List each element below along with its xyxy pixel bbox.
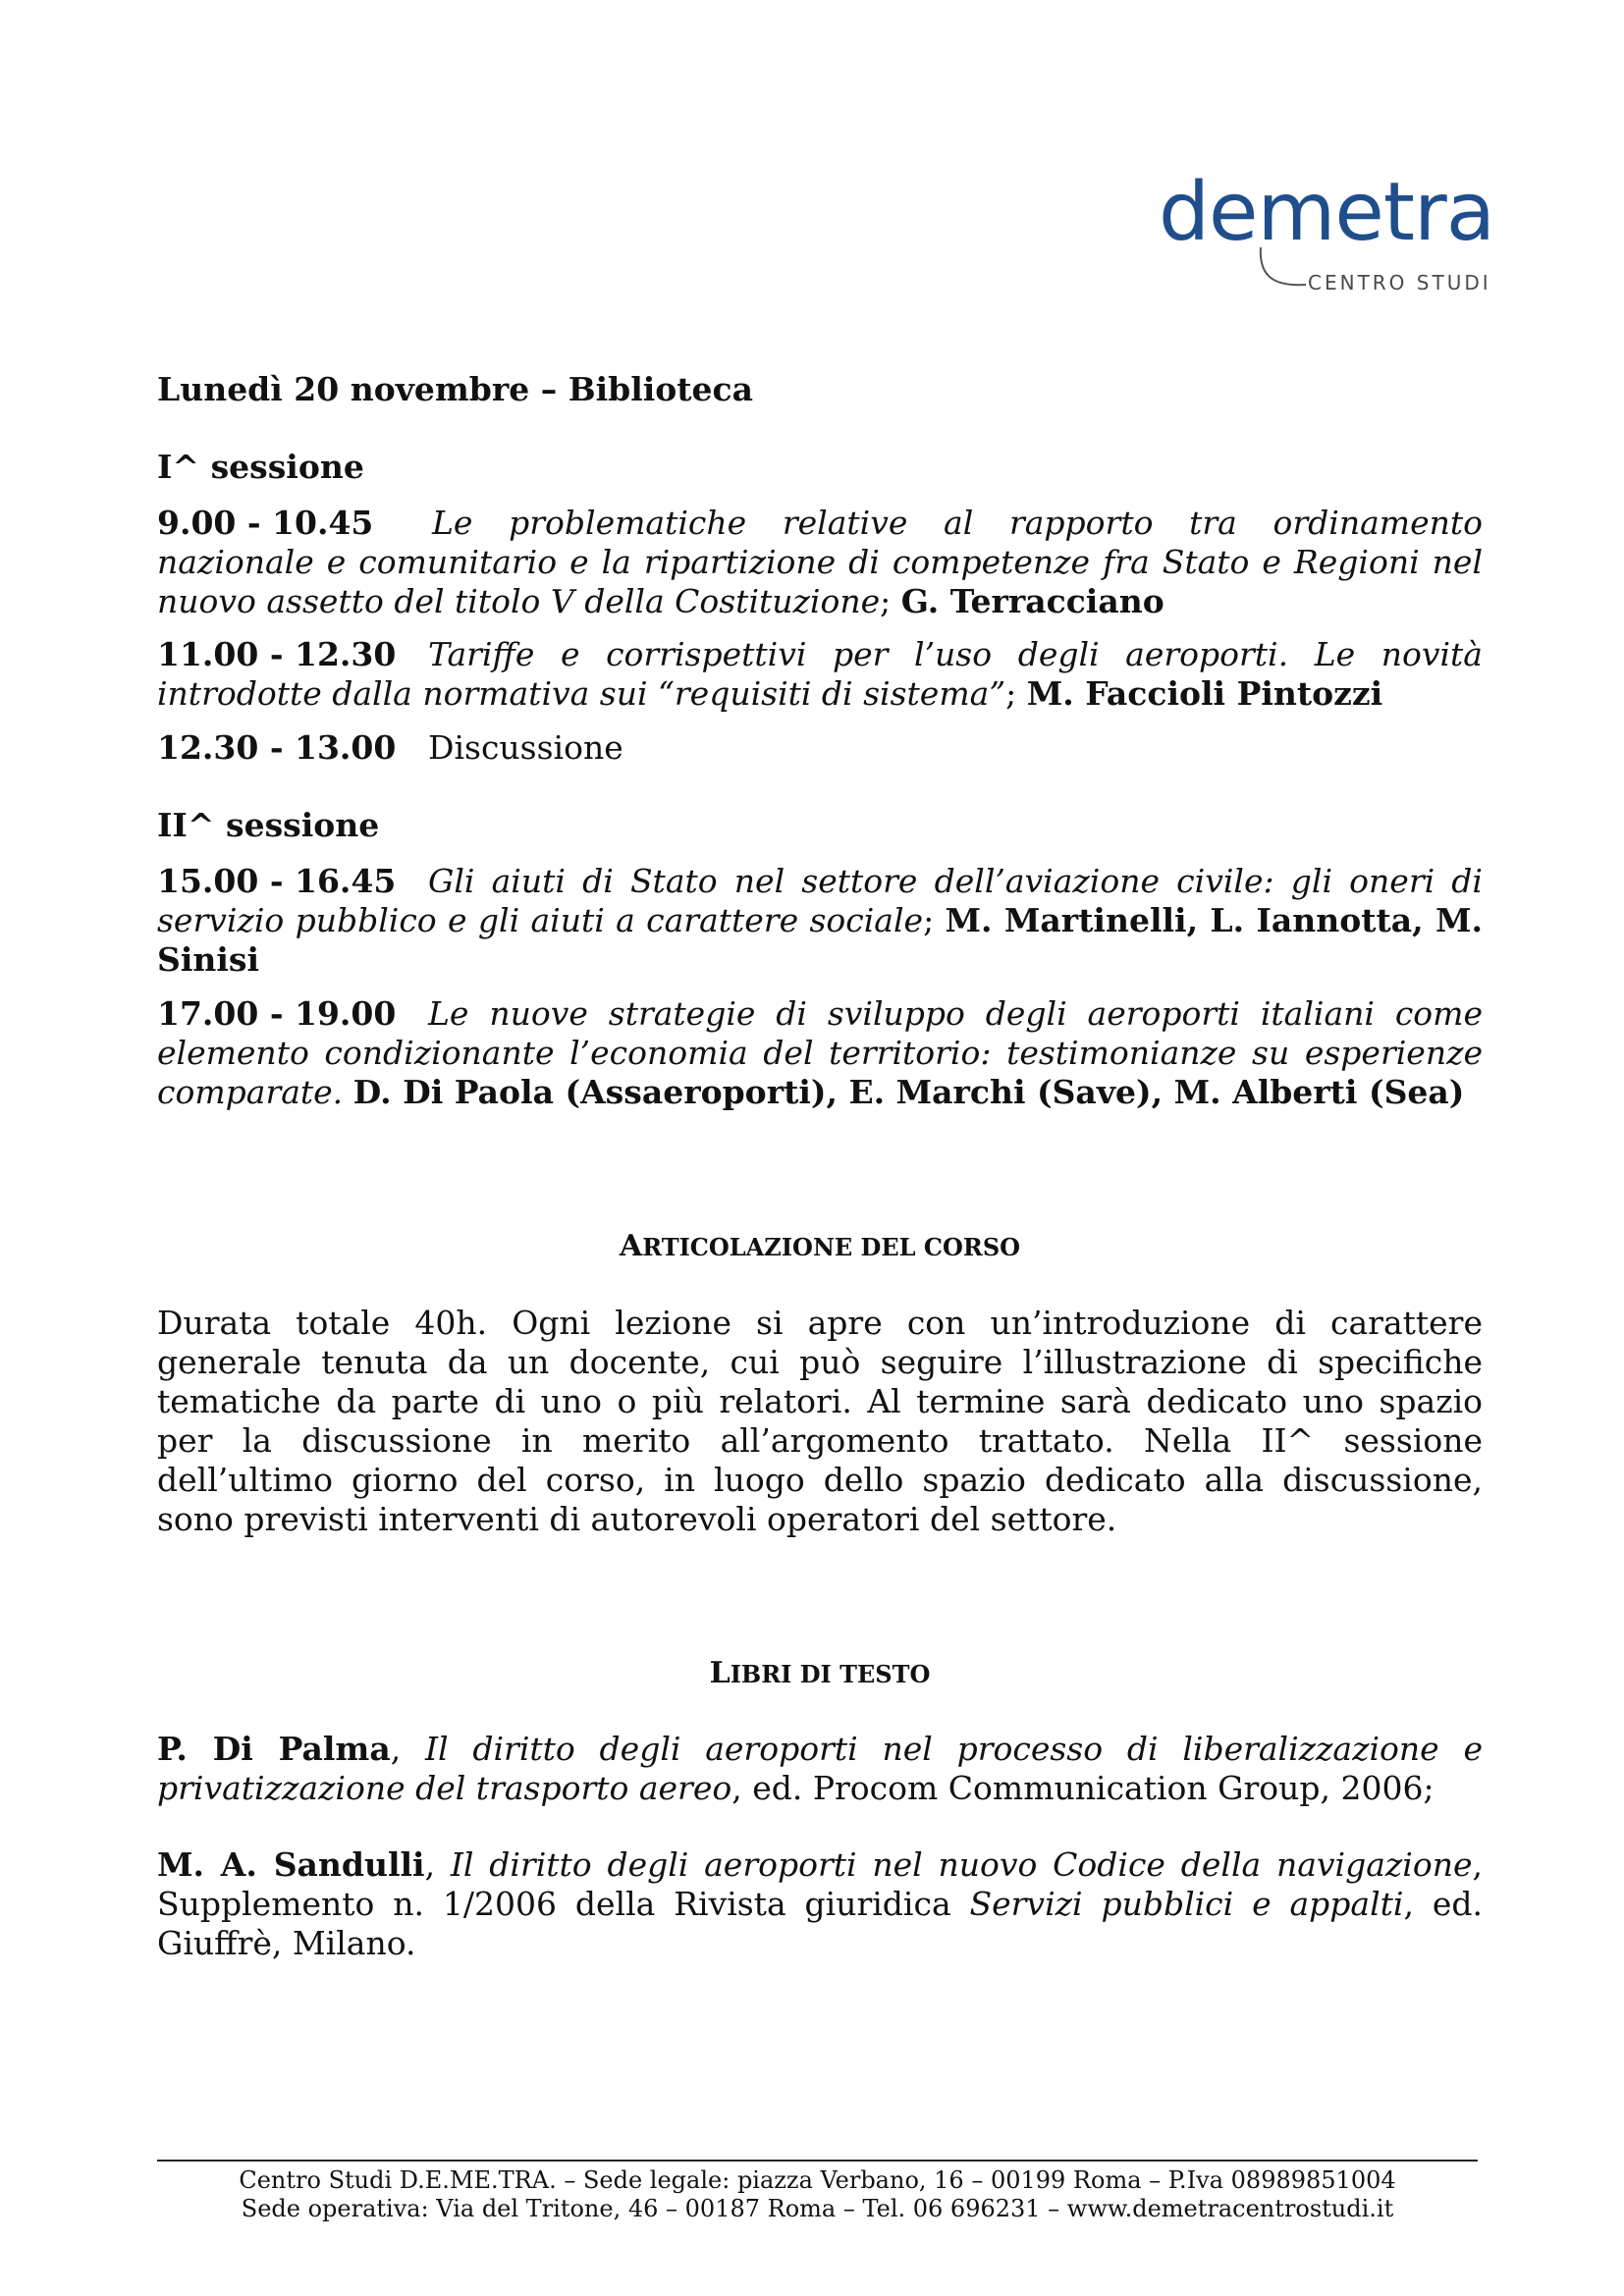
item-time: 9.00 - 10.45 [157, 504, 374, 542]
item-time: 17.00 - 19.00 [157, 994, 397, 1033]
demetra-logo [1159, 166, 1494, 300]
session-1-item-2 [157, 635, 1483, 714]
book-1 [157, 1730, 1483, 1808]
book-title: Il diritto degli aeroporti nel processo di liberalizzazione e privatizzazione del trasporto aereo [157, 1730, 1484, 1807]
footer-line-1: Centro Studi D.E.ME.TRA. – Sede legale: piazza Verbano, 16 – 00199 Roma – P.Iva 08989851004 [239, 2166, 1396, 2194]
item-speakers: G. Terracciano [900, 582, 1164, 620]
logo-curve-icon [1255, 247, 1314, 296]
articolazione-heading [157, 1229, 1483, 1263]
book-separator: , [424, 1845, 451, 1884]
book-2 [157, 1845, 1483, 1963]
book-middle: , Supplemento n. 1/2006 della Rivista giuridica [157, 1845, 1483, 1923]
heading-initial: L [709, 1656, 731, 1690]
item-time: 15.00 - 16.45 [157, 862, 397, 900]
item-topic: Le problematiche relative al rapporto tra ordinamento nazionale e comunitario e la ripartizione di competenze fra Stato e Regioni nel nuovo assetto del titolo V della Costituzione [157, 504, 1483, 620]
heading-initial: A [619, 1229, 643, 1263]
footer-divider [157, 2160, 1478, 2162]
session-2-item-1 [157, 862, 1483, 980]
logo-wordmark: demetra [1159, 166, 1494, 259]
logo-subtitle: CENTRO STUDI [1308, 271, 1491, 294]
session-1-title: I^ sessione [157, 448, 364, 486]
item-separator: ; [1005, 674, 1027, 713]
item-topic: Gli aiuti di Stato nel settore dell’aviazione civile: gli oneri di servizio pubblico e gli aiuti a carattere sociale [157, 862, 1483, 939]
session-1-item-1 [157, 504, 1483, 621]
articolazione-body: Durata totale 40h. Ogni lezione si apre con un’introduzione di carattere generale tenuta da un docente, cui può seguire l’illustrazione di specifiche tematiche da parte di uno o più relatori. Al termine sarà dedicato uno spazio per la discussione in merito all’argomento trattato. Nella II^ sessione dell’ultimo giorno del corso, in luogo dello spazio dedicato alla discussione, sono previsti interventi di autorevoli operatori del settore. [157, 1304, 1483, 1538]
item-speakers: M. Faccioli Pintozzi [1026, 674, 1383, 713]
item-separator [343, 1073, 353, 1111]
item-speakers: D. Di Paola (Assaeroporti), E. Marchi (Save), M. Alberti (Sea) [352, 1073, 1465, 1111]
footer-line-2: Sede operativa: Via del Tritone, 46 – 00187 Roma – Tel. 06 696231 – www.demetracentrostudi.it [241, 2195, 1394, 2222]
book-title: Il diritto degli aeroporti nel nuovo Codice della navigazione [450, 1845, 1473, 1884]
book-journal: Servizi pubblici e appalti [969, 1885, 1404, 1923]
session-1-item-3 [157, 728, 1483, 768]
heading-rest: IBRI DI TESTO [730, 1660, 931, 1688]
book-author: P. Di Palma [157, 1730, 391, 1768]
item-topic: Tariffe e corrispettivi per l’uso degli aeroporti. Le novità introdotte dalla normativa sui “requisiti di sistema” [157, 635, 1483, 713]
session-2-title: II^ sessione [157, 806, 380, 844]
book-details: , ed. Procom Communication Group, 2006; [731, 1769, 1435, 1807]
item-topic: Le nuove strategie di sviluppo degli aeroporti italiani come elemento condizionante l’economia del territorio: testimonianze su esperienze comparate. [157, 994, 1483, 1111]
book-details: , ed. Giuffrè, Milano. [157, 1885, 1483, 1962]
book-separator: , [390, 1730, 425, 1768]
book-author: M. A. Sandulli [157, 1845, 425, 1884]
heading-rest: RTICOLAZIONE DEL CORSO [642, 1233, 1021, 1261]
day-heading: Lunedì 20 novembre – Biblioteca [157, 370, 754, 408]
item-separator: ; [923, 901, 946, 939]
item-speakers: M. Martinelli, L. Iannotta, M. Sinisi [157, 901, 1483, 979]
item-separator: ; [880, 582, 901, 620]
libri-heading [157, 1656, 1483, 1690]
item-time: 11.00 - 12.30 [157, 635, 397, 673]
session-2-item-2 [157, 994, 1483, 1112]
item-time: 12.30 - 13.00 [157, 728, 397, 767]
item-plain: Discussione [428, 728, 623, 767]
